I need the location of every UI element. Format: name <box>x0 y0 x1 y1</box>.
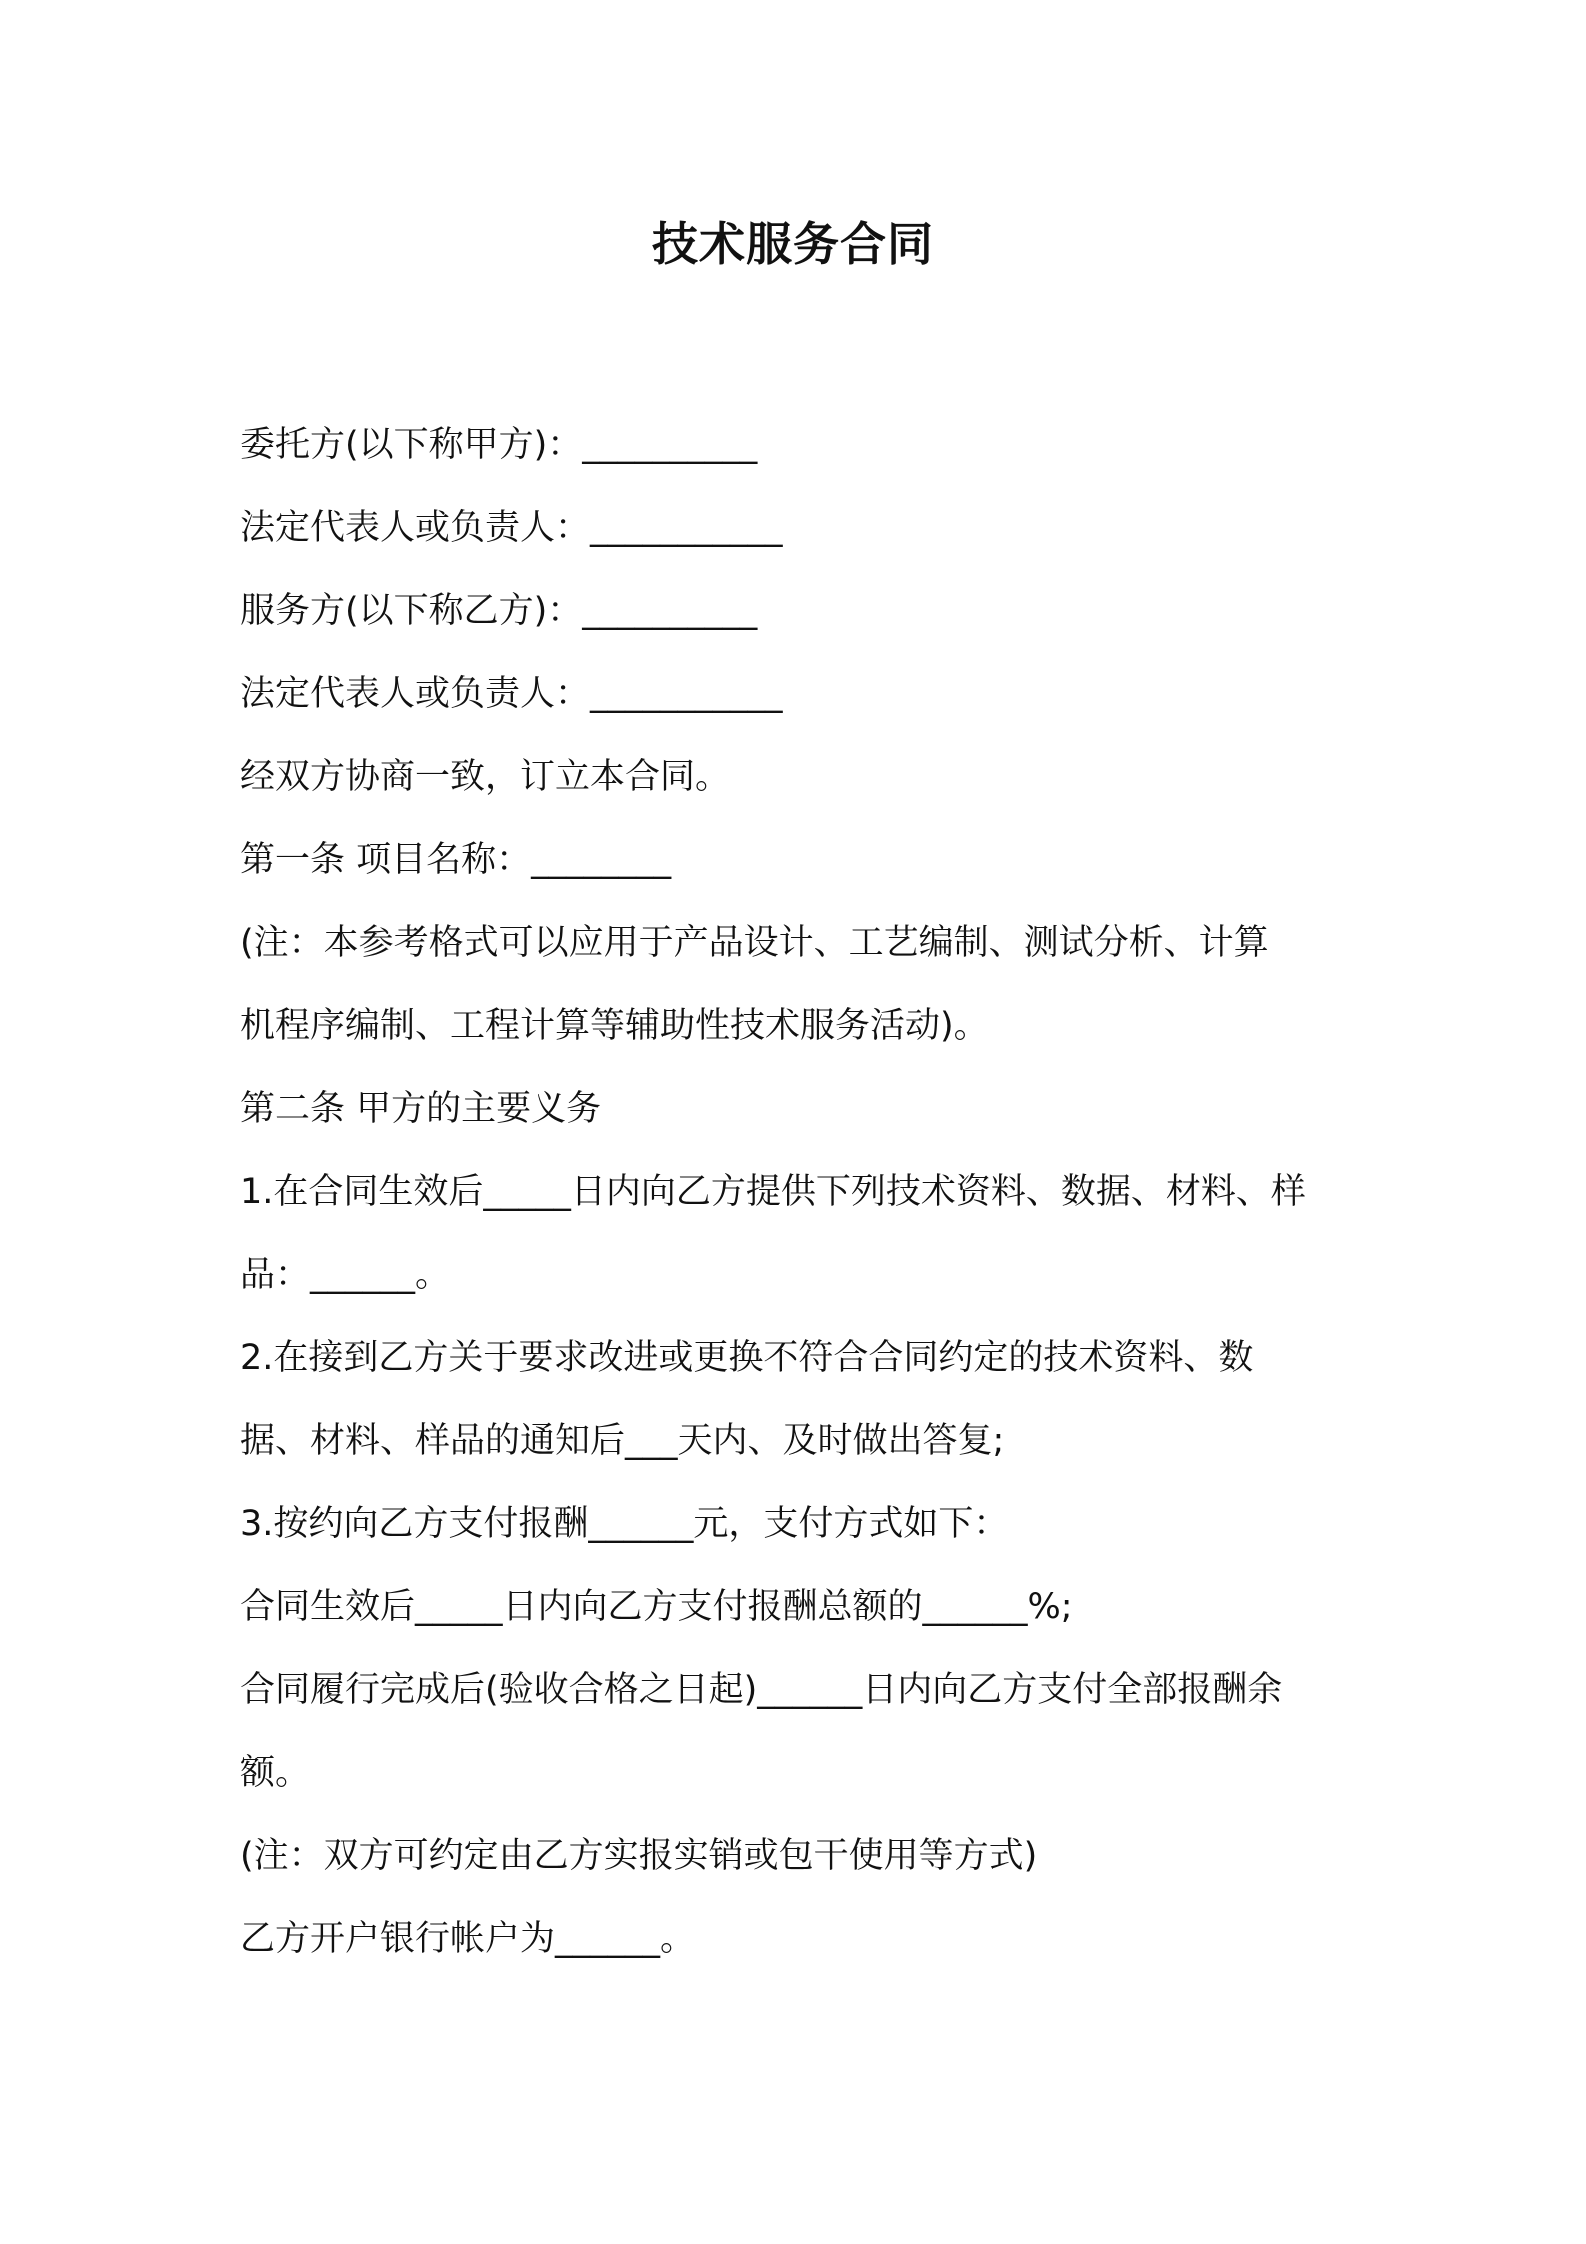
payment-term-2-line-1: 合同履行完成后(验收合格之日起)______日内向乙方支付全部报酬余 <box>240 1670 1283 1710</box>
bank-account-line: 乙方开户银行帐户为______。 <box>240 1919 696 1959</box>
payment-term-2-line-2: 额。 <box>240 1753 311 1793</box>
obligation-2-line-2: 据、材料、样品的通知后___天内、及时做出答复; <box>240 1421 1005 1461</box>
party-a-representative-line: 法定代表人或负责人：___________ <box>240 508 783 548</box>
obligation-2-line-1: 2.在接到乙方关于要求改进或更换不符合合同约定的技术资料、数 <box>240 1338 1254 1378</box>
party-b-representative-line: 法定代表人或负责人：___________ <box>240 674 783 714</box>
party-a-line: 委托方(以下称甲方)：__________ <box>240 425 758 465</box>
contract-body <box>240 404 1360 1981</box>
agreement-statement: 经双方协商一致，订立本合同。 <box>240 757 731 797</box>
note-2-line: (注：双方可约定由乙方实报实销或包干使用等方式) <box>240 1836 1038 1876</box>
party-b-line: 服务方(以下称乙方)：__________ <box>240 591 758 631</box>
document-title: 技术服务合同 <box>652 217 934 271</box>
note-1-line-1: (注：本参考格式可以应用于产品设计、工艺编制、测试分析、计算 <box>240 923 1269 963</box>
obligation-3-line: 3.按约向乙方支付报酬______元，支付方式如下： <box>240 1504 1009 1544</box>
article-1-heading: 第一条 项目名称：________ <box>240 840 672 880</box>
article-2-heading: 第二条 甲方的主要义务 <box>240 1089 602 1129</box>
note-1-line-2: 机程序编制、工程计算等辅助性技术服务活动)。 <box>240 1006 989 1046</box>
payment-term-1: 合同生效后_____日内向乙方支付报酬总额的______%; <box>240 1587 1073 1627</box>
obligation-1-line-1: 1.在合同生效后_____日内向乙方提供下列技术资料、数据、材料、样 <box>240 1172 1306 1212</box>
obligation-1-line-2: 品：______。 <box>240 1255 451 1295</box>
